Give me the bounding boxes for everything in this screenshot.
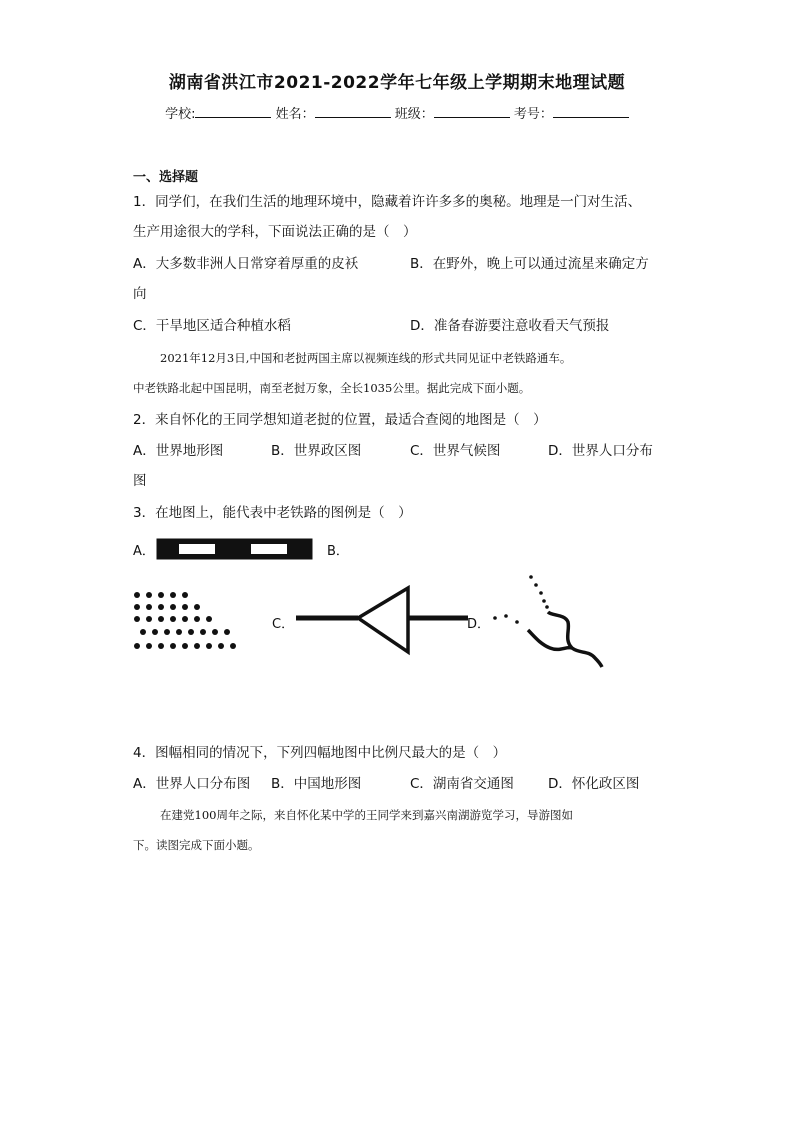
q3-option-c-label: C． [272,617,295,632]
q1-option-b-continued: 向 [133,286,147,302]
triangle-line-symbol-icon [294,585,470,657]
q1-stem-line1: 1．同学们，在我们生活的地理环境中，隐藏着许许多多的奥秘。地理是一门对生活、 [133,194,642,210]
passage1-line2: 中老铁路北起中国昆明，南至老挝万象，全长1035公里。据此完成下面小题。 [133,381,531,395]
school-label: 学校: [165,107,196,122]
dot-pattern-symbol-icon [130,588,248,656]
exam-no-blank [553,105,629,118]
q2-stem: 2．来自怀化的王同学想知道老挝的位置，最适合查阅的地图是（ ） [133,412,547,428]
passage2-line1: 在建党100周年之际，来自怀化某中学的王同学来到嘉兴南湖游览学习，导游图如 [160,808,573,822]
q4-option-b: B．中国地形图 [271,776,362,792]
q3-option-a-label: A． [133,544,155,559]
student-info-line [0,103,794,122]
q1-stem-line2: 生产用途很大的学科，下面说法正确的是（ ） [133,224,417,240]
q4-stem: 4．图幅相同的情况下，下列四幅地图中比例尺最大的是（ ） [133,745,507,761]
q4-option-a: A．世界人口分布图 [133,776,251,792]
q3-stem: 3．在地图上，能代表中老铁路的图例是（ ） [133,505,412,521]
passage2-line2: 下。读图完成下面小题。 [133,838,260,852]
q2-option-d-continued: 图 [133,473,147,489]
q3-option-b-label: B． [327,544,349,559]
section-heading: 一、选择题 [133,170,199,185]
q1-option-d: D．准备春游要注意收看天气预报 [410,318,610,334]
class-blank [434,105,510,118]
name-blank [315,105,391,118]
q2-option-c: C．世界气候图 [410,443,501,459]
q1-option-c: C．干旱地区适合种植水稻 [133,318,291,334]
passage1-line1: 2021年12月3日,中国和老挝两国主席以视频连线的形式共同见证中老铁路通车。 [160,351,572,365]
page-title: 湖南省洪江市2021-2022学年七年级上学期期末地理试题 [168,73,626,93]
railway-symbol-icon [155,537,315,561]
q1-option-a: A．大多数非洲人日常穿着厚重的皮袄 [133,256,359,272]
school-blank [195,105,271,118]
q3-option-d-label: D． [467,617,491,632]
q1-option-b: B．在野外，晚上可以通过流星来确定方 [410,256,649,272]
q2-option-a: A．世界地形图 [133,443,224,459]
q4-option-c: C．湖南省交通图 [410,776,514,792]
river-symbol-icon [480,572,610,672]
name-label: 姓名： [275,107,315,122]
exam-no-label: 考号： [513,107,553,122]
q2-option-b: B．世界政区图 [271,443,362,459]
q2-option-d: D．世界人口分布 [548,443,653,459]
class-label: 班级： [394,107,434,122]
q4-option-d: D．怀化政区图 [548,776,640,792]
